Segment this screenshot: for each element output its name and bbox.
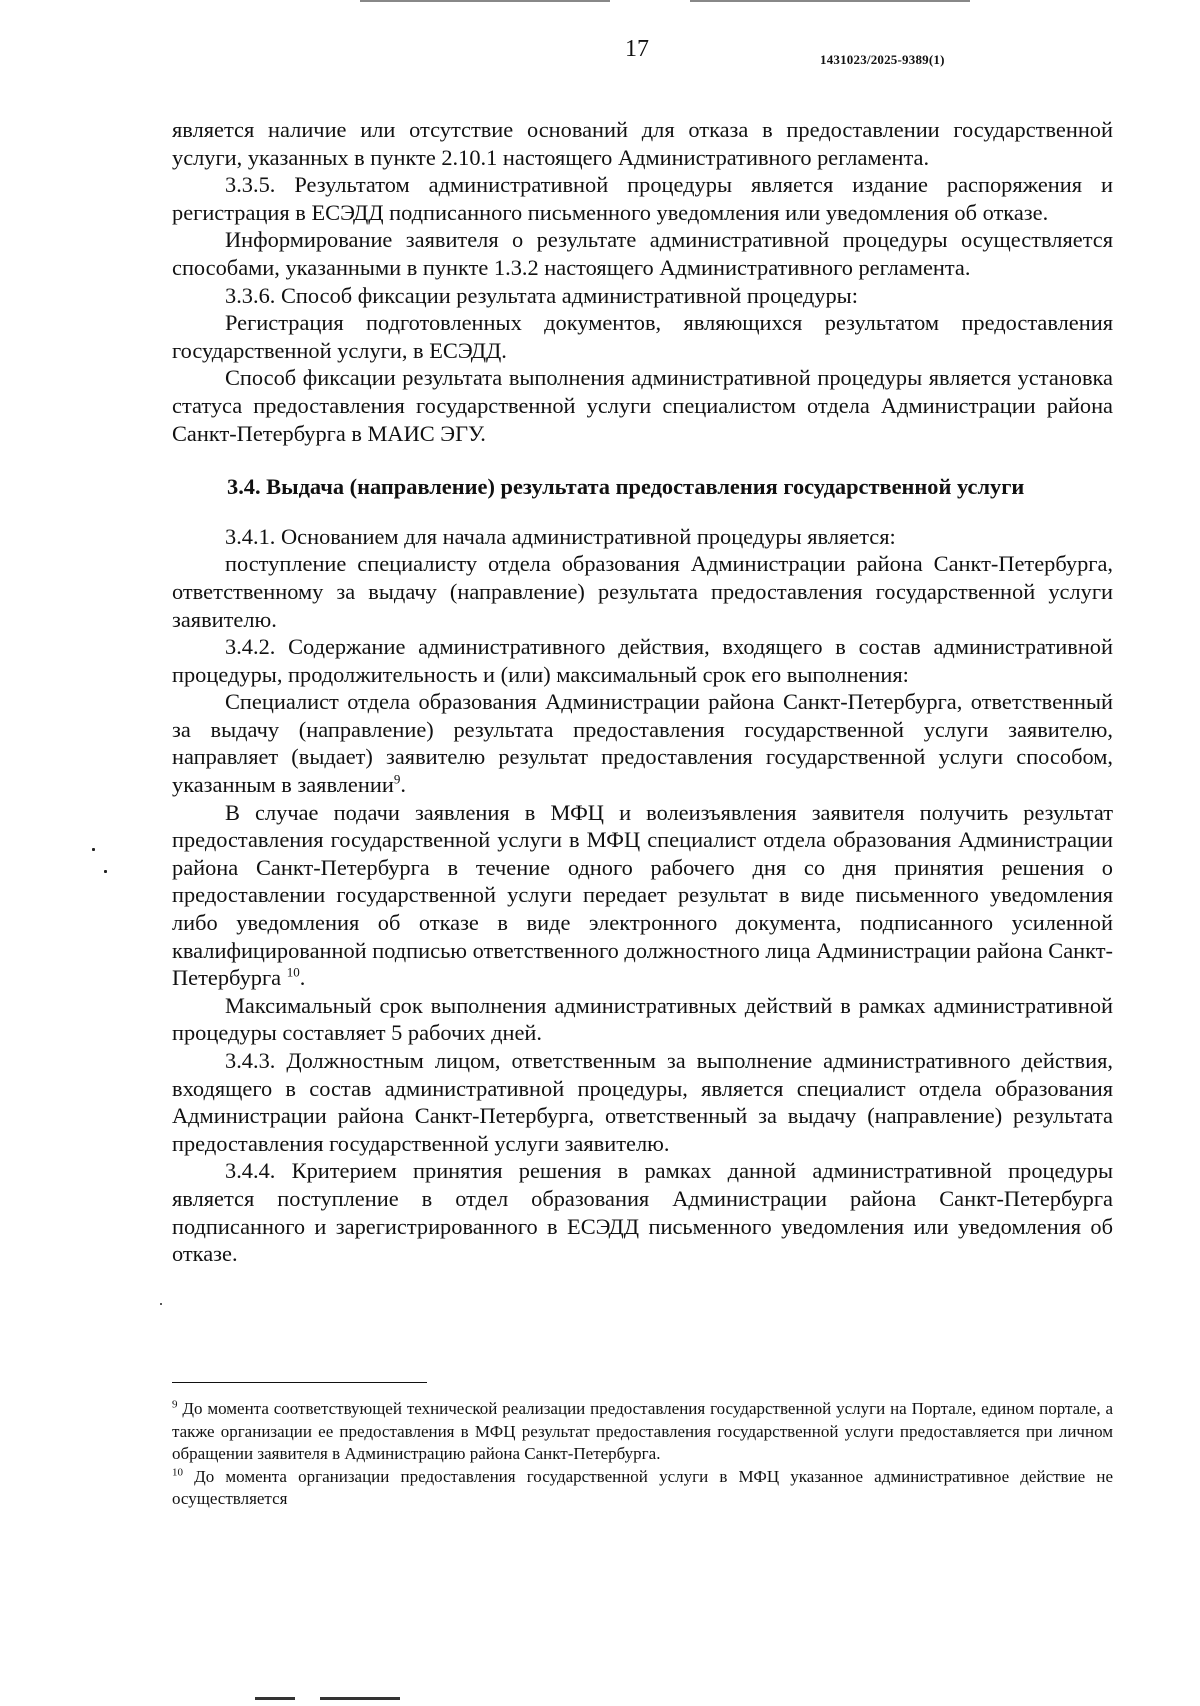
scan-artifact-line: [320, 1697, 400, 1700]
paragraph-specialist-end: .: [400, 772, 406, 798]
footnote-text: До момента организации предоставления государственной услуги в МФЦ указанное административное действие не осуществляется: [172, 1466, 1114, 1508]
document-body: [172, 116, 1113, 1268]
paragraph-specialist: [172, 688, 1113, 798]
paragraph-informing: Информирование заявителя о результате административной процедуры осуществляется способами, указанными в пункте 1.3.2 настоящего Административного регламента.: [172, 227, 1113, 280]
scan-speck: [160, 1303, 162, 1305]
page-number: 17: [625, 36, 649, 62]
scan-artifact-line: [255, 1697, 295, 1700]
paragraph-3-3-5: 3.3.5. Результатом административной процедуры является издание распоряжения и регистрация в ЕСЭДД подписанного письменного уведомления или уведомления об отказе.: [172, 172, 1113, 225]
paragraph-mfc: [172, 799, 1113, 992]
scan-artifact-line: [360, 0, 610, 2]
document-number: 1431023/2025-9389(1): [820, 52, 945, 67]
footnote-10: [172, 1466, 1113, 1511]
paragraph-3-4-1: 3.4.1. Основанием для начала административной процедуры является:: [225, 523, 896, 549]
paragraph-3-4-3: 3.4.3. Должностным лицом, ответственным за выполнение административного действия, входящего в состав административной процедуры, является специалист отдела образования Администрации района Санкт-Петербурга, ответственный за выдачу (направление) результата предоставления государственной услуги заявителю.: [172, 1048, 1113, 1156]
footnote-marker: 9: [172, 1398, 178, 1411]
paragraph-3-4-4: 3.4.4. Критерием принятия решения в рамках данной административной процедуры является поступление в отдел образования Администрации района Санкт-Петербурга подписанного и зарегистрированного в ЕСЭДД письменного уведомления или уведомления об отказе.: [172, 1158, 1113, 1267]
paragraph-3-3-6: 3.3.6. Способ фиксации результата административной процедуры:: [225, 282, 858, 308]
paragraph-mfc-end: .: [299, 965, 306, 991]
footnote-ref-10[interactable]: 10: [286, 964, 300, 980]
footnote-ref-9[interactable]: 9: [393, 771, 401, 787]
paragraph-specialist-text: Специалист отдела образования Администрации района Санкт-Петербурга, ответственный за выдачу (направление) результата предоставления государственной услуги заявителю, направляет (выдает) заявителю результат предоставления государственной услуги способом, указанным в заявлении: [172, 689, 1113, 798]
footnote-divider: [172, 1382, 427, 1383]
scan-speck: [104, 870, 107, 873]
paragraph-max-term: Максимальный срок выполнения административных действий в рамках административной процедуры составляет 5 рабочих дней.: [172, 992, 1113, 1046]
footnote-9: [172, 1398, 1113, 1466]
paragraph-registration: Регистрация подготовленных документов, являющихся результатом предоставления государственной услуги, в ЕСЭДД.: [172, 310, 1113, 363]
paragraph-receipt: поступление специалисту отдела образования Администрации района Санкт-Петербурга, ответственному за выдачу (направление) результата предоставления государственной услуги заявителю.: [172, 551, 1113, 632]
section-heading-3-4: 3.4. Выдача (направление) результата предоставления государственной услуги: [227, 474, 1025, 500]
footnote-text: До момента соответствующей технической реализации предоставления государственной услуги на Портале, едином портале, а также организации ее предоставления в МФЦ результат предоставления государственной услуги предоставляется при личном обращении заявителя в Администрацию района Санкт-Петербурга.: [172, 1399, 1114, 1463]
scan-speck: [92, 848, 95, 851]
paragraph-mfc-text: В случае подачи заявления в МФЦ и волеизъявления заявителя получить результат предоставления государственной услуги в МФЦ специалист отдела образования Администрации района Санкт-Петербурга в течение одного рабочего дня со дня принятия решения о предоставлении государственной услуги передает результат в виде письменного уведомления либо уведомления об отказе в виде электронного документа, подписанного усиленной квалифицированной подписью ответственного должностного лица Администрации района Санкт-Петербурга: [172, 799, 1113, 991]
footnote-marker: 10: [172, 1465, 183, 1478]
paragraph-fixation-method: Способ фиксации результата выполнения административной процедуры является установка статуса предоставления государственной услуги специалистом отдела Администрации района Санкт-Петербурга в МАИС ЭГУ.: [172, 365, 1113, 446]
paragraph-3-4-2: 3.4.2. Содержание административного действия, входящего в состав административной процедуры, продолжительность и (или) максимальный срок его выполнения:: [172, 634, 1113, 687]
scan-artifact-line: [690, 0, 970, 2]
footnotes: [172, 1398, 1113, 1511]
paragraph-continuation: является наличие или отсутствие оснований для отказа в предоставлении государственной услуги, указанных в пункте 2.10.1 настоящего Административного регламента.: [172, 117, 1113, 170]
